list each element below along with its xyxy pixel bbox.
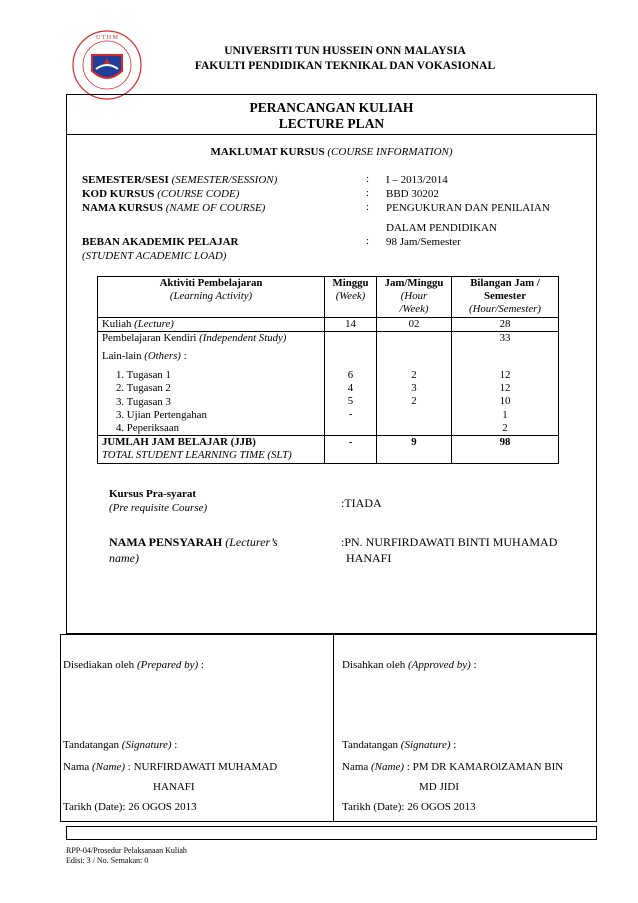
items-hour: 2 3 2 [377,331,452,435]
bottom-strip [66,826,597,840]
plan-title [66,100,597,132]
approved-signature-label: Tandatangan (Signature) : [342,739,457,751]
prepared-name: Nama (Name) : NURFIRDAWATI MUHAMAD [63,761,278,773]
info-load-label: BEBAN AKADEMIK PELAJAR (STUDENT ACADEMIC LOAD) [82,236,239,262]
total-week: - [325,436,377,463]
item-name: 1. Tugasan 1 [116,369,171,382]
total-sum: 98 [452,436,559,463]
course-info-heading [66,146,597,158]
approved-name: Nama (Name) : PM DR KAMAROlZAMAN BIN [342,761,564,773]
footer-edition: Edisi: 3 / No. Semakan: 0 [66,856,149,865]
header-activity: Aktiviti Pembelajaran (Learning Activity) [98,277,325,318]
header-hour-semester: Bilangan Jam / Semester (Hour/Semester) [452,277,559,318]
info-course-name-value: PENGUKURAN DAN PENILAIAN [386,202,550,214]
learning-activity-table [97,276,559,464]
faculty-name: FAKULTI PENDIDIKAN TEKNIKAL DAN VOKASIONAL [194,60,496,72]
plan-title-en: LECTURE PLAN [278,116,385,131]
info-code-colon: : [366,187,370,199]
item-name: 3. Ujian Pertengahan [116,408,207,421]
lecture-total: 28 [452,317,559,331]
info-code-label: KOD KURSUS (COURSE CODE) [82,188,240,200]
prepared-signature-label: Tandatangan (Signature) : [63,739,178,751]
prereq-value: :TIADA [341,496,382,510]
items-week: 6 4 5 - [325,331,377,435]
info-load-colon: : [366,235,370,247]
approved-by-label: Disahkan oleh (Approved by) : [342,659,477,671]
total-hour: 9 [377,436,452,463]
uthm-logo [68,25,146,103]
item-name: 2. Tugasan 2 [116,382,171,395]
uthm-logo-graphic [68,25,146,103]
info-course-name-label: NAMA KURSUS (NAME OF COURSE) [82,202,266,214]
prepared-name-2: HANAFI [153,781,195,793]
prepared-by-label: Disediakan oleh (Prepared by) : [63,659,204,671]
table-row-independent [98,331,559,435]
lecture-hour: 02 [377,317,452,331]
header-hour-week: Jam/Minggu (Hour /Week) [377,277,452,318]
total-label: JUMLAH JAM BELAJAR (JJB) TOTAL STUDENT LEARNING TIME (SLT) [98,436,325,463]
lecturer-label: NAMA PENSYARAH (Lecturer’s name) [109,535,278,565]
prepared-date: Tarikh (Date): 26 OGOS 2013 [63,801,197,813]
course-info-heading-ms: MAKLUMAT KURSUS [210,146,325,158]
logo-letters: U T H M [96,35,118,41]
info-semester-colon: : [366,173,370,185]
university-name: UNIVERSITI TUN HUSSEIN ONN MALAYSIA [224,45,466,57]
table-row-total [98,436,559,463]
items-total: 33 12 12 10 1 2 [452,331,559,435]
title-divider [66,134,597,135]
info-semester-value: I – 2013/2014 [386,174,448,186]
approved-name-2: MD JIDI [419,781,460,793]
independent-label: Pembelajaran Kendiri (Independent Study) Lain-lain (Others) : 1. Tugasan 1 2. Tugasan 2 3. Tugasan 3 3. Ujian Pertengahan 4. Peperiksaan [98,331,325,435]
lecture-week: 14 [325,317,377,331]
header-week: Minggu (Week) [325,277,377,318]
university-header [150,44,540,74]
info-course-name-colon: : [366,201,370,213]
info-code-value: BBD 30202 [386,188,439,200]
plan-title-ms: PERANCANGAN KULIAH [249,100,414,115]
item-name: 3. Tugasan 3 [116,395,171,408]
lecture-label: Kuliah (Lecture) [98,317,325,331]
footer-procedure: RPP-04/Prosedur Pelaksanaan Kuliah [66,846,187,855]
table-header-row [98,277,559,318]
document-footer [66,846,187,866]
table-row-lecture [98,317,559,331]
info-load-value: 98 Jam/Semester [386,236,461,248]
approved-date: Tarikh (Date): 26 OGOS 2013 [342,801,476,813]
info-semester-label: SEMESTER/SESI (SEMESTER/SESSION) [82,174,278,186]
course-info-heading-en: (COURSE INFORMATION) [327,146,453,158]
prereq-label: Kursus Pra-syarat (Pre requisite Course) [109,488,208,514]
signoff-divider [333,634,334,822]
lecturer-value: :PN. NURFIRDAWATI BINTI MUHAMAD HANAFI [341,535,558,565]
item-name: 4. Peperiksaan [116,422,179,435]
info-course-name-value-2: DALAM PENDIDIKAN [386,222,497,234]
